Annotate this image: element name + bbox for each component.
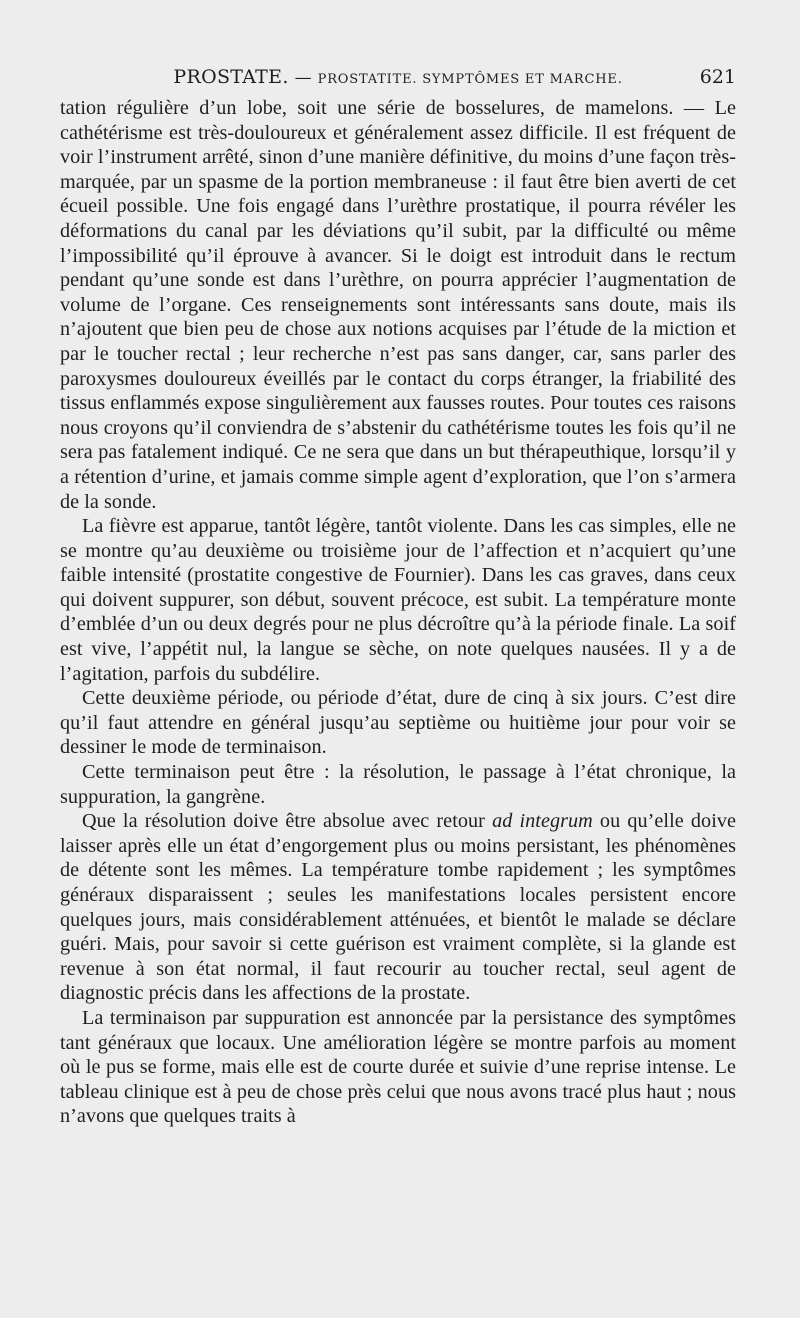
page-number: 621 — [699, 66, 736, 88]
header-center — [60, 63, 736, 94]
paragraph-termination: Cette terminaison peut être : la résolution, le passage à l’état chronique, la suppuration, la gangrène. — [60, 761, 736, 808]
resolution-italic-phrase: ad integrum — [492, 810, 593, 833]
paragraph-fever: La fièvre est apparue, tantôt légère, tantôt violente. Dans les cas simples, elle ne se montre qu’au deuxième ou troisième jour de l’affection et n’acquiert qu’une faible intensité (prostatite congestive de Fournier). Dans les cas graves, dans ceux qui doivent suppurer, son début, souvent précoce, est subit. La température monte d’emblée d’un ou deux degrés pour ne plus décroître qu’à la période finale. La soif est vive, l’appétit nul, la langue se sèche, on note quelques nausées. Il y a de l’agitation, parfois du subdélire. — [60, 515, 736, 685]
header-subtitle: PROSTATITE. SYMPTÔMES ET MARCHE. — [317, 72, 623, 87]
paragraph-suppuration: La terminaison par suppuration est annoncée par la persistance des symptômes tant généraux que locaux. Une amélioration légère se montre parfois au moment où le pus se forme, mais elle est de courte durée et suivie d’une reprise intense. Le tableau clinique est à peu de chose près celui que nous avons tracé plus haut ; nous n’avons que quelques traits à — [60, 1006, 736, 1128]
paragraph-resolution — [60, 809, 736, 1006]
header-title: PROSTATE. — [173, 66, 289, 88]
running-header — [60, 63, 736, 91]
header-separator: — — [294, 68, 312, 88]
resolution-text-end: ou qu’elle doive laisser après elle un état d’engorgement plus ou moins persistant, les phénomènes de détente sont les mêmes. La température tombe rapidement ; les symptômes généraux disparaissent ; seules les manifestations locales persistent encore quelques jours, mais considérablement atténuées, et bientôt le malade se déclare guéri. Mais, pour savoir si cette guérison est vraiment complète, si la glande est revenue à son état normal, il faut recourir au toucher rectal, seul agent de diagnostic précis dans les affections de la prostate. — [60, 810, 737, 1005]
paragraph-second-period: Cette deuxième période, ou période d’état, dure de cinq à six jours. C’est dire qu’il faut attendre en général jusqu’au septième ou huitième jour pour voir se dessiner le mode de terminaison. — [60, 687, 736, 759]
paragraph-catheterism: tation régulière d’un lobe, soit une série de bosselures, de mamelons. — Le cathétérisme est très-douloureux et généralement assez difficile. Il est fréquent de voir l’instrument arrêté, sinon d’une manière définitive, du moins d’une façon très-marquée, par un spasme de la portion membraneuse : il faut être bien averti de cet écueil possible. Une fois engagé dans l’urèthre prostatique, il pourra révéler les déformations du canal par les déviations qu’il subit, par la difficulté ou même l’impossibilité qu’il éprouve à avancer. Si le doigt est introduit dans le rectum pendant qu’une sonde est dans l’urèthre, on pourra apprécier l’augmentation de volume de l’organe. Ces renseignements sont intéressants sans doute, mais ils n’ajoutent que bien peu de chose aux notions acquises par l’étude de la miction et par le toucher rectal ; leur recherche n’est pas sans danger, car, sans parler des paroxysmes douloureux éveillés par le contact du corps étranger, la friabilité des tissus enflammés expose singulièrement aux fausses routes. Pour toutes ces raisons nous croyons qu’il conviendra de s’abstenir du cathétérisme toutes les fois qu’il ne sera pas fatalement indiqué. Ce ne sera que dans un but thérapeuthique, lorsqu’il y a rétention d’urine, et jamais comme simple agent d’exploration, que l’on s’armera de la sonde. — [60, 97, 736, 513]
body-text — [60, 96, 736, 1129]
resolution-text-start: Que la résolution doive être absolue avec retour — [82, 810, 493, 833]
